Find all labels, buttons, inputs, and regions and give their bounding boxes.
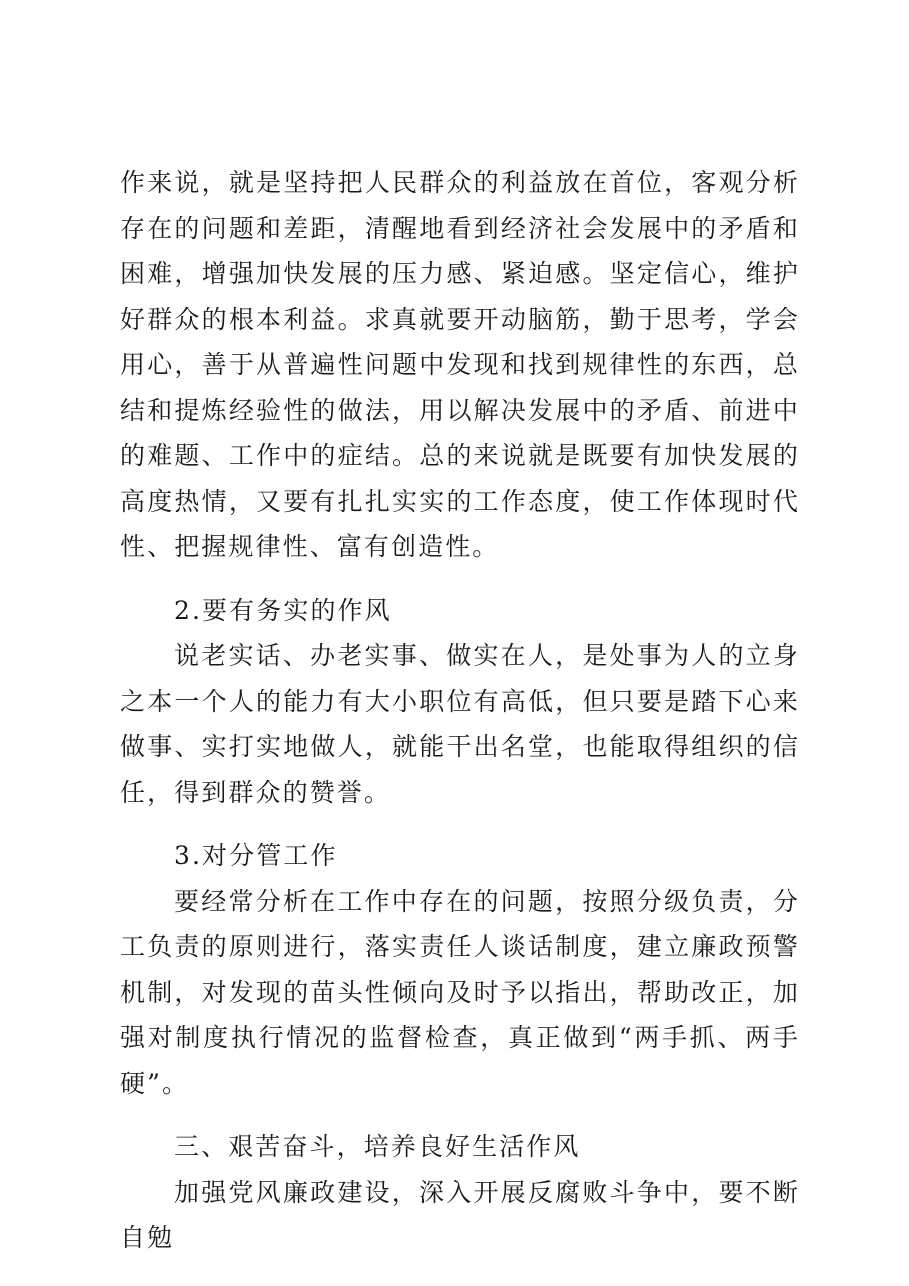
paragraph-gap [120,1106,800,1124]
paragraph-managed-work: 要经常分析在工作中存在的问题，按照分级负责，分工负责的原则进行，落实责任人谈话制度，建立廉政预警机制，对发现的苗头性倾向及时予以指出，帮助改正，加强对制度执行情况的监督检查，真正做到“两手抓、两手硬”。 [120,886,800,1098]
paragraph-gap [120,570,800,588]
paragraph-practical-style: 说老实话、办老实事、做实在人，是处事为人的立身之本一个人的能力有大小职位有高低，但只要是踏下心来做事、实打实地做人，就能干出名堂，也能取得组织的信任，得到群众的赞誉。 [120,641,800,807]
paragraph-continuation: 作来说，就是坚持把人民群众的利益放在首位，客观分析存在的问题和差距，清醒地看到经济社会发展中的矛盾和困难，增强加快发展的压力感、紧迫感。坚定信心，维护好群众的根本利益。求真就要开动脑筋，勤于思考，学会用心，善于从普遍性问题中发现和找到规律性的东西，总结和提炼经验性的做法，用以解决发展中的矛盾、前进中的难题、工作中的症结。总的来说就是既要有加快发展的高度热情，又要有扎扎实实的工作态度，使工作体现时代性、把握规律性、富有创造性。 [120,168,800,561]
section-heading-three: 三、艰苦奋斗，培养良好生活作风 [174,1132,581,1161]
section-heading-2: 2.要有务实的作风 [174,595,392,625]
paragraph-gap [120,815,800,833]
section-heading-3: 3.对分管工作 [174,841,338,870]
paragraph-party-conduct: 加强党风廉政建设，深入开展反腐败斗争中，要不断自勉 [120,1177,800,1252]
document-body [120,160,800,1261]
